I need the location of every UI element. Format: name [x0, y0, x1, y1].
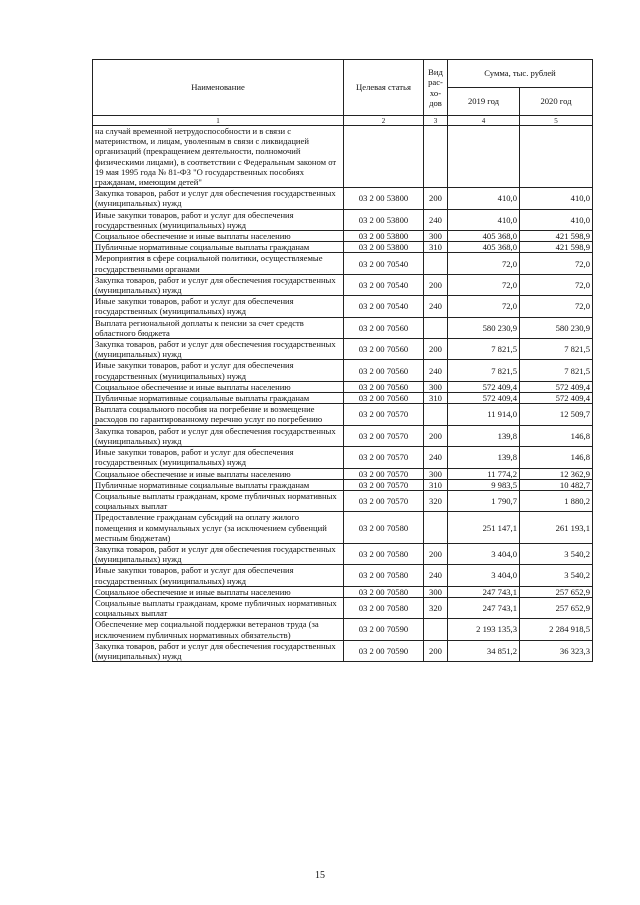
row-name: Публичные нормативные социальные выплаты гражданам [93, 242, 344, 253]
row-expense-type: 240 [424, 565, 448, 586]
row-amount-2019: 405 368,0 [448, 231, 520, 242]
row-target-article: 03 2 00 70560 [344, 393, 424, 404]
column-number: 1 [93, 116, 344, 126]
row-target-article: 03 2 00 70590 [344, 640, 424, 661]
row-expense-type: 200 [424, 274, 448, 295]
row-expense-type: 240 [424, 447, 448, 468]
row-amount-2019: 251 147,1 [448, 512, 520, 544]
row-target-article: 03 2 00 70570 [344, 447, 424, 468]
row-name: Мероприятия в сфере социальной политики, осуществляемые государственными органами [93, 253, 344, 274]
row-name: Иные закупки товаров, работ и услуг для обеспечения государственных (муниципальных) нужд [93, 360, 344, 381]
header-expense-type [424, 60, 448, 116]
row-name: Иные закупки товаров, работ и услуг для обеспечения государственных (муниципальных) нужд [93, 296, 344, 317]
row-amount-2020: 10 482,7 [520, 479, 593, 490]
row-name: Социальные выплаты гражданам, кроме публичных нормативных социальных выплат [93, 597, 344, 618]
table-row [93, 479, 593, 490]
row-name: Иные закупки товаров, работ и услуг для обеспечения государственных (муниципальных) нужд [93, 447, 344, 468]
row-amount-2019: 410,0 [448, 188, 520, 209]
row-name: Закупка товаров, работ и услуг для обеспечения государственных (муниципальных) нужд [93, 339, 344, 360]
header-expense-type-line: Вид [428, 67, 443, 78]
row-amount-2019: 72,0 [448, 274, 520, 295]
row-target-article [344, 126, 424, 188]
row-expense-type: 300 [424, 231, 448, 242]
row-target-article: 03 2 00 70580 [344, 565, 424, 586]
table-row [93, 317, 593, 338]
column-number: 5 [520, 116, 593, 126]
row-target-article: 03 2 00 70580 [344, 586, 424, 597]
row-expense-type [424, 619, 448, 640]
row-amount-2020: 72,0 [520, 274, 593, 295]
row-target-article: 03 2 00 70560 [344, 339, 424, 360]
row-expense-type: 200 [424, 339, 448, 360]
row-amount-2019: 7 821,5 [448, 339, 520, 360]
row-target-article: 03 2 00 70570 [344, 425, 424, 446]
header-target-article: Целевая статья [344, 60, 424, 116]
header-year-2020: 2020 год [520, 88, 593, 116]
row-expense-type [424, 512, 448, 544]
row-amount-2019: 11 914,0 [448, 404, 520, 425]
table-row [93, 231, 593, 242]
row-expense-type: 310 [424, 242, 448, 253]
row-amount-2020: 580 230,9 [520, 317, 593, 338]
table-row [93, 468, 593, 479]
row-amount-2020: 1 880,2 [520, 490, 593, 511]
table-row [93, 253, 593, 274]
row-amount-2020: 7 821,5 [520, 360, 593, 381]
row-amount-2020: 257 652,9 [520, 597, 593, 618]
row-target-article: 03 2 00 70570 [344, 404, 424, 425]
table-row [93, 490, 593, 511]
budget-table [92, 59, 593, 662]
row-target-article: 03 2 00 70540 [344, 253, 424, 274]
row-name: Закупка товаров, работ и услуг для обеспечения государственных (муниципальных) нужд [93, 640, 344, 661]
row-target-article: 03 2 00 70580 [344, 543, 424, 564]
row-amount-2019: 11 774,2 [448, 468, 520, 479]
row-expense-type: 320 [424, 597, 448, 618]
row-amount-2020: 7 821,5 [520, 339, 593, 360]
row-target-article: 03 2 00 70570 [344, 490, 424, 511]
row-amount-2019: 139,8 [448, 425, 520, 446]
row-amount-2019: 2 193 135,3 [448, 619, 520, 640]
row-name: Социальное обеспечение и иные выплаты населению [93, 231, 344, 242]
row-name: Социальное обеспечение и иные выплаты населению [93, 586, 344, 597]
row-amount-2019: 72,0 [448, 253, 520, 274]
row-name: Социальное обеспечение и иные выплаты населению [93, 468, 344, 479]
table-row [93, 296, 593, 317]
row-target-article: 03 2 00 70560 [344, 381, 424, 392]
row-target-article: 03 2 00 53800 [344, 188, 424, 209]
row-name: Социальное обеспечение и иные выплаты населению [93, 381, 344, 392]
row-target-article: 03 2 00 70540 [344, 296, 424, 317]
table-row [93, 543, 593, 564]
row-target-article: 03 2 00 53800 [344, 242, 424, 253]
page-number: 15 [315, 870, 325, 881]
row-target-article: 03 2 00 70580 [344, 512, 424, 544]
row-amount-2020: 261 193,1 [520, 512, 593, 544]
table-row [93, 447, 593, 468]
row-name: Предоставление гражданам субсидий на оплату жилого помещения и коммунальных услуг (за исключением субвенций местным бюджетам) [93, 512, 344, 544]
row-target-article: 03 2 00 53800 [344, 209, 424, 230]
table-row [93, 209, 593, 230]
row-name: Иные закупки товаров, работ и услуг для обеспечения государственных (муниципальных) нужд [93, 565, 344, 586]
row-amount-2019: 3 404,0 [448, 543, 520, 564]
header-expense-type-line: дов [429, 97, 442, 108]
row-amount-2020: 72,0 [520, 253, 593, 274]
row-amount-2019: 1 790,7 [448, 490, 520, 511]
row-expense-type: 200 [424, 188, 448, 209]
table-row [93, 404, 593, 425]
table-row [93, 126, 593, 188]
row-name: Закупка товаров, работ и услуг для обеспечения государственных (муниципальных) нужд [93, 274, 344, 295]
row-expense-type [424, 126, 448, 188]
table-row [93, 393, 593, 404]
header-expense-type-line: хо- [429, 87, 442, 98]
table-row [93, 242, 593, 253]
row-expense-type: 200 [424, 543, 448, 564]
row-amount-2019: 72,0 [448, 296, 520, 317]
header-year-2019: 2019 год [448, 88, 520, 116]
row-name: Иные закупки товаров, работ и услуг для обеспечения государственных (муниципальных) нужд [93, 209, 344, 230]
row-name: Социальные выплаты гражданам, кроме публичных нормативных социальных выплат [93, 490, 344, 511]
table-row [93, 597, 593, 618]
row-amount-2019: 572 409,4 [448, 381, 520, 392]
row-amount-2019: 34 851,2 [448, 640, 520, 661]
row-amount-2019: 580 230,9 [448, 317, 520, 338]
row-amount-2020: 36 323,3 [520, 640, 593, 661]
row-amount-2020: 3 540,2 [520, 543, 593, 564]
row-expense-type: 300 [424, 468, 448, 479]
row-target-article: 03 2 00 70570 [344, 468, 424, 479]
row-name: Закупка товаров, работ и услуг для обеспечения государственных (муниципальных) нужд [93, 543, 344, 564]
table-row [93, 640, 593, 661]
row-expense-type: 240 [424, 296, 448, 317]
table-row [93, 188, 593, 209]
row-expense-type: 240 [424, 360, 448, 381]
column-number: 3 [424, 116, 448, 126]
row-amount-2019: 405 368,0 [448, 242, 520, 253]
header-name: Наименование [93, 60, 344, 116]
row-amount-2020: 572 409,4 [520, 381, 593, 392]
row-target-article: 03 2 00 53800 [344, 231, 424, 242]
row-amount-2019: 7 821,5 [448, 360, 520, 381]
row-amount-2019: 3 404,0 [448, 565, 520, 586]
row-name: на случай временной нетрудоспособности и в связи с материнством, и лицам, уволенным в связи с ликвидацией организаций (прекращением деятельности, полномочий физическими лицами), в соответствии с Федеральным законом от 19 мая 1995 года № 81-ФЗ "О государственных пособиях гражданам, имеющим детей" [93, 126, 344, 188]
row-expense-type: 320 [424, 490, 448, 511]
row-expense-type [424, 404, 448, 425]
table-row [93, 274, 593, 295]
row-amount-2020 [520, 126, 593, 188]
row-amount-2020: 2 284 918,5 [520, 619, 593, 640]
row-amount-2020: 410,0 [520, 209, 593, 230]
row-name: Обеспечение мер социальной поддержки ветеранов труда (за исключением публичных нормативных обязательств) [93, 619, 344, 640]
row-target-article: 03 2 00 70590 [344, 619, 424, 640]
header-sum: Сумма, тыс. рублей [448, 60, 593, 88]
table-row [93, 339, 593, 360]
row-expense-type: 200 [424, 425, 448, 446]
row-amount-2019: 410,0 [448, 209, 520, 230]
row-amount-2019: 9 983,5 [448, 479, 520, 490]
column-number: 4 [448, 116, 520, 126]
row-name: Закупка товаров, работ и услуг для обеспечения государственных (муниципальных) нужд [93, 425, 344, 446]
row-amount-2020: 12 509,7 [520, 404, 593, 425]
row-amount-2019: 572 409,4 [448, 393, 520, 404]
row-amount-2020: 572 409,4 [520, 393, 593, 404]
row-expense-type [424, 253, 448, 274]
row-name: Публичные нормативные социальные выплаты гражданам [93, 393, 344, 404]
header-expense-type-line: рас- [428, 77, 443, 88]
row-name: Закупка товаров, работ и услуг для обеспечения государственных (муниципальных) нужд [93, 188, 344, 209]
table-row [93, 360, 593, 381]
row-amount-2020: 410,0 [520, 188, 593, 209]
table-body [93, 126, 593, 662]
column-number: 2 [344, 116, 424, 126]
row-target-article: 03 2 00 70560 [344, 317, 424, 338]
table-row [93, 619, 593, 640]
row-expense-type: 300 [424, 381, 448, 392]
row-amount-2020: 257 652,9 [520, 586, 593, 597]
row-target-article: 03 2 00 70540 [344, 274, 424, 295]
row-target-article: 03 2 00 70580 [344, 597, 424, 618]
table-row [93, 381, 593, 392]
row-target-article: 03 2 00 70570 [344, 479, 424, 490]
row-amount-2019: 139,8 [448, 447, 520, 468]
row-expense-type: 300 [424, 586, 448, 597]
row-amount-2020: 421 598,9 [520, 231, 593, 242]
row-amount-2020: 3 540,2 [520, 565, 593, 586]
table-row [93, 512, 593, 544]
row-name: Выплата социального пособия на погребение и возмещение расходов по гарантированному перечню услуг по погребению [93, 404, 344, 425]
row-amount-2020: 146,8 [520, 425, 593, 446]
row-amount-2020: 421 598,9 [520, 242, 593, 253]
row-expense-type: 200 [424, 640, 448, 661]
row-amount-2019 [448, 126, 520, 188]
row-amount-2020: 146,8 [520, 447, 593, 468]
table-row [93, 565, 593, 586]
row-amount-2020: 72,0 [520, 296, 593, 317]
table-row [93, 586, 593, 597]
row-expense-type [424, 317, 448, 338]
row-name: Публичные нормативные социальные выплаты гражданам [93, 479, 344, 490]
row-name: Выплата региональной доплаты к пенсии за счет средств областного бюджета [93, 317, 344, 338]
row-amount-2019: 247 743,1 [448, 586, 520, 597]
row-amount-2020: 12 362,9 [520, 468, 593, 479]
row-amount-2019: 247 743,1 [448, 597, 520, 618]
row-expense-type: 310 [424, 393, 448, 404]
row-expense-type: 310 [424, 479, 448, 490]
table-row [93, 425, 593, 446]
row-expense-type: 240 [424, 209, 448, 230]
row-target-article: 03 2 00 70560 [344, 360, 424, 381]
